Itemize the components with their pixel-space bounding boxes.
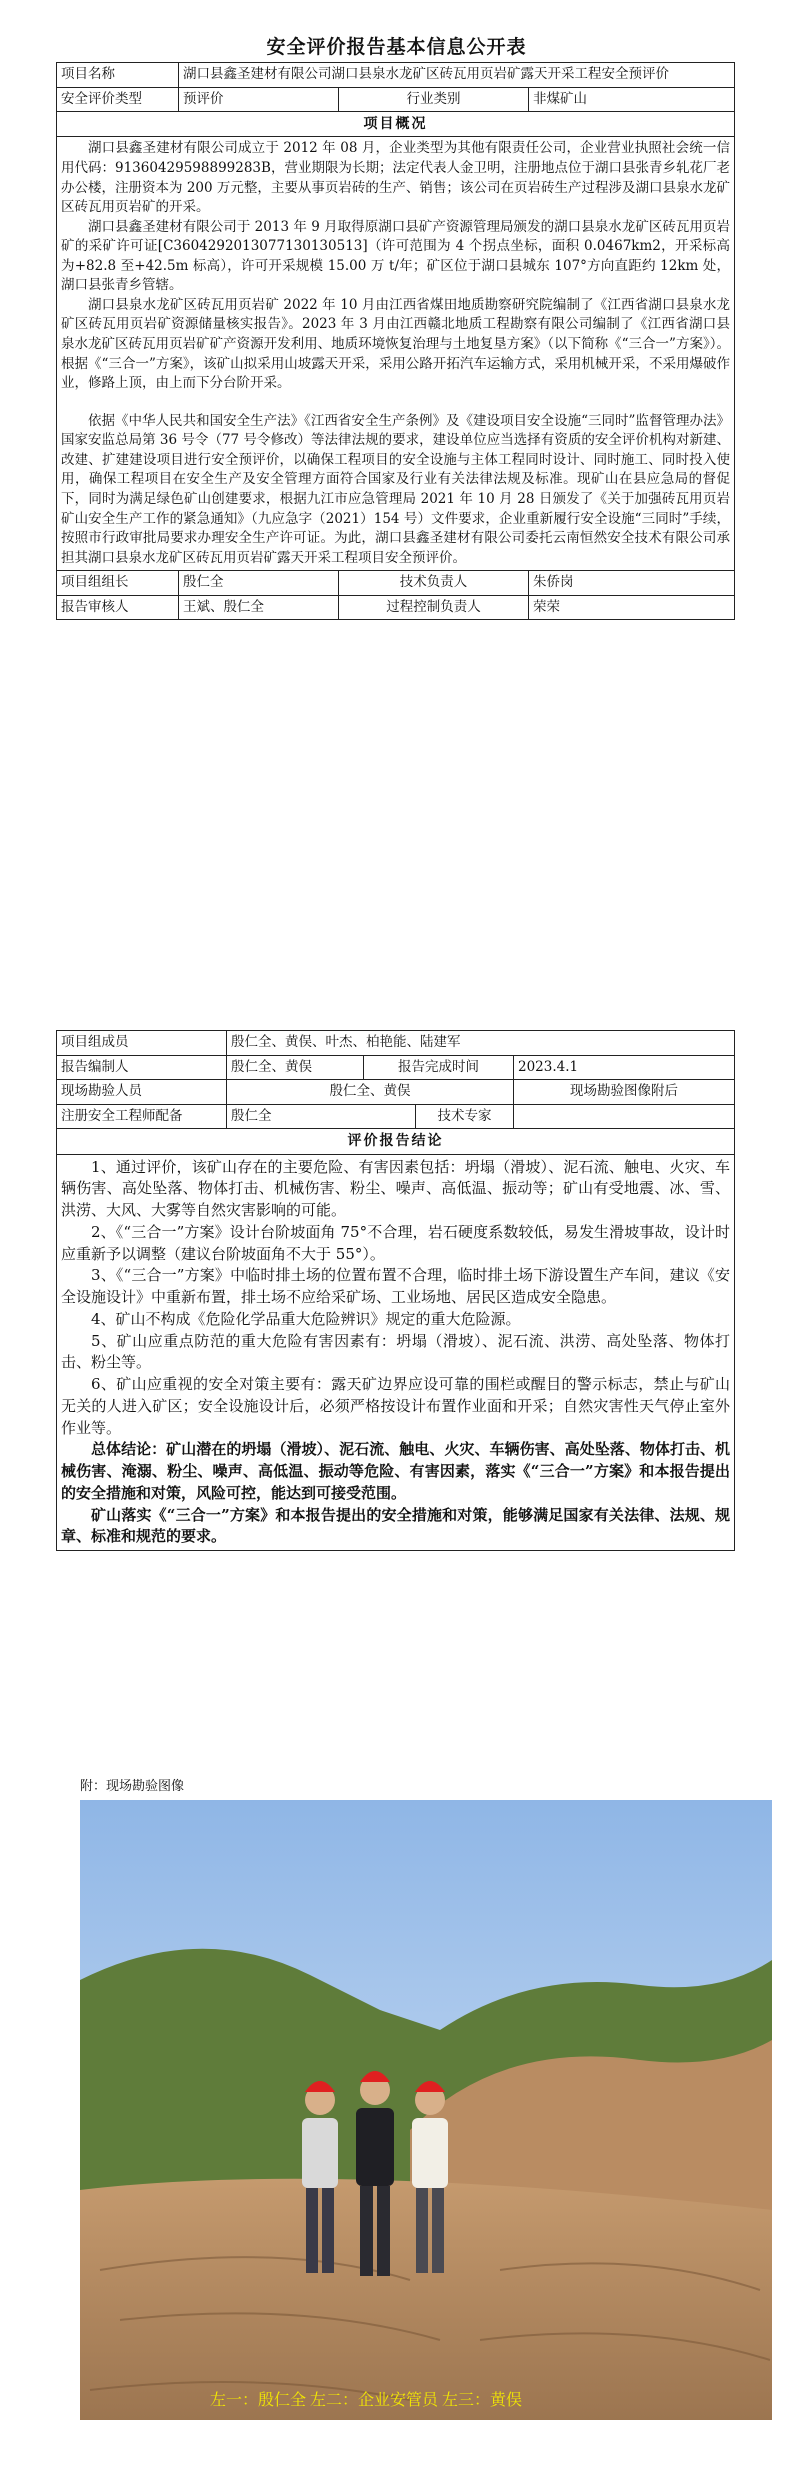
- members-value: 殷仁全、黄俣、叶杰、柏艳能、陆建军: [227, 1031, 735, 1056]
- conclusion-body: [57, 1154, 735, 1551]
- eval-type-value: 预评价: [179, 87, 339, 112]
- industry-value: 非煤矿山: [529, 87, 735, 112]
- engineer-label: 注册安全工程师配备: [57, 1104, 227, 1129]
- tech-lead-value: 朱侨岗: [529, 571, 735, 596]
- conclusion-table: [56, 1030, 735, 1551]
- project-name-value: 湖口县鑫圣建材有限公司湖口县泉水龙矿区砖瓦用页岩矿露天开采工程安全预评价: [179, 63, 735, 88]
- overview-paragraph: 湖口县鑫圣建材有限公司成立于 2012 年 08 月，企业类型为其他有限责任公司，企业营业执照社会统一信用代码：91360429598899283B，营业期限为长期；法定代表人金卫明，注册地点位于湖口县张青乡轧花厂老办公楼，注册资本为 200 万元整，主要从事页岩砖的生产、销售；该公司在页岩砖生产过程涉及湖口县泉水龙矿区砖瓦用页岩矿的开采。: [61, 140, 730, 216]
- finish-date-value: 2023.4.1: [514, 1055, 735, 1080]
- compliance-conclusion: 矿山落实《“三合一”方案》和本报告提出的安全措施和对策，能够满足国家有关法律、法规、规章、标准和规范的要求。: [61, 1505, 731, 1546]
- photo-caption: 附：现场勘验图像: [80, 1779, 185, 1794]
- conclusion-item: 4、矿山不构成《危险化学品重大危险辨识》规定的重大危险源。: [91, 1309, 521, 1328]
- overview-heading: 项目概况: [57, 112, 735, 137]
- conclusion-heading: 评价报告结论: [57, 1129, 735, 1154]
- site-photo-note: 现场勘验图像附后: [514, 1080, 735, 1105]
- leader-label: 项目组组长: [57, 571, 179, 596]
- conclusion-item: 2、《“三合一”方案》设计台阶坡面角 75°不合理，岩石硬度系数较低，易发生滑坡事故，设计时应重新予以调整（建议台阶坡面角不大于 55°）。: [61, 1222, 731, 1263]
- engineer-value: 殷仁全: [227, 1104, 416, 1129]
- overall-conclusion: 总体结论：矿山潜在的坍塌（滑坡）、泥石流、触电、火灾、车辆伤害、高处坠落、物体打击、机械伤害、淹溺、粉尘、噪声、高低温、振动等危险、有害因素，落实《“三合一”方案》和本报告提出的安全措施和对策，风险可控，能达到可接受范围。: [61, 1440, 731, 1502]
- overview-body: [57, 137, 735, 571]
- site-staff-label: 现场勘验人员: [57, 1080, 227, 1105]
- expert-value: [514, 1104, 735, 1129]
- site-staff-value: 殷仁全、黄俣: [227, 1080, 514, 1105]
- page-title: 安全评价报告基本信息公开表: [266, 36, 527, 58]
- author-value: 殷仁全、黄俣: [227, 1055, 364, 1080]
- process-lead-value: 荣荣: [529, 595, 735, 620]
- overview-paragraph: 湖口县泉水龙矿区砖瓦用页岩矿 2022 年 10 月由江西省煤田地质勘察研究院编制了《江西省湖口县泉水龙矿区砖瓦用页岩矿资源储量核实报告》。2023 年 3 月由江西赣北地质工程勘察有限公司编制了《江西省湖口县泉水龙矿区砖瓦用页岩矿矿产资源开发利用、地质环境恢复治理与土地复垦方案》（以下简称《“三合一”方案》）。根据《“三合一”方案》，该矿山拟采用山坡露天开采，采用公路开拓汽车运输方式，采用机械开采，不采用爆破作业，修路上顶，由上而下分台阶开采。: [61, 296, 730, 392]
- conclusion-item: 6、矿山应重视的安全对策主要有：露天矿边界应设可靠的围栏或醒目的警示标志，禁止与矿山无关的人进入矿区；安全设施设计后，必须严格按设计布置作业面和开采；自然灾害性天气停止室外作业等。: [61, 1375, 731, 1437]
- reviewer-value: 王斌、殷仁全: [179, 595, 339, 620]
- eval-type-label: 安全评价类型: [57, 87, 179, 112]
- conclusion-item: 1、通过评价，该矿山存在的主要危险、有害因素包括：坍塌（滑坡）、泥石流、触电、火灾、车辆伤害、高处坠落、物体打击、机械伤害、粉尘、噪声、高低温、振动等；矿山有受地震、冰、雪、洪涝、大风、大雾等自然灾害影响的可能。: [61, 1157, 731, 1220]
- tech-lead-label: 技术负责人: [339, 571, 529, 596]
- leader-value: 殷仁全: [179, 571, 339, 596]
- author-label: 报告编制人: [57, 1055, 227, 1080]
- conclusion-item: 3、《“三合一”方案》中临时排土场的位置布置不合理，临时排土场下游设置生产车间，建议《安全设施设计》中重新布置，排土场不应给采矿场、工业场地、居民区造成安全隐患。: [61, 1266, 731, 1307]
- site-photo: [80, 1800, 772, 2420]
- industry-label: 行业类别: [339, 87, 529, 112]
- conclusion-item: 5、矿山应重点防范的重大危险有害因素有：坍塌（滑坡）、泥石流、洪涝、高处坠落、物体打击、粉尘等。: [61, 1331, 731, 1372]
- photo-overlay-text: 左一：殷仁全 左二：企业安管员 左三：黄俣: [210, 2392, 523, 2409]
- process-lead-label: 过程控制负责人: [339, 595, 529, 620]
- members-label: 项目组成员: [57, 1031, 227, 1056]
- reviewer-label: 报告审核人: [57, 595, 179, 620]
- project-name-label: 项目名称: [57, 63, 179, 88]
- basic-info-table: [56, 62, 735, 620]
- overview-paragraph: 依据《中华人民共和国安全生产法》《江西省安全生产条例》及《建设项目安全设施“三同时”监督管理办法》国家安监总局第 36 号令（77 号令修改）等法律法规的要求，建设单位应当选择有资质的安全评价机构对新建、改建、扩建建设项目进行安全预评价，以确保工程项目的安全设施与主体工程同时设计、同时施工、同时投入使用，确保工程项目在安全生产及安全管理方面符合国家及行业有关法律法规及标准。现矿山在县应急局的督促下，同时为满足绿色矿山创建要求，根据九江市应急管理局 2021 年 10 月 28 日颁发了《关于加强砖瓦用页岩矿山安全生产工作的紧急通知》（九应急字（2021）154 号）文件要求，企业重新履行安全设施“三同时”手续，按照市行政审批局要求办理安全生产许可证。为此，湖口县鑫圣建材有限公司委托云南恒然安全技术有限公司承担其湖口县泉水龙矿区砖瓦用页岩矿露天开采工程项目安全预评价。: [61, 412, 730, 566]
- overview-paragraph: 湖口县鑫圣建材有限公司于 2013 年 9 月取得原湖口县矿产资源管理局颁发的湖口县泉水龙矿区砖瓦用页岩矿的采矿许可证[C3604292013077130130513]（许可范围为 4 个拐点坐标，面积 0.0467km2，开采标高为+82.8 至+42.5m 标高），许可开采规模 15.00 万 t/年；矿区位于湖口县城东 107°方向直距约 12km 处，湖口县张青乡管辖。: [61, 218, 730, 294]
- finish-date-label: 报告完成时间: [364, 1055, 514, 1080]
- expert-label: 技术专家: [416, 1104, 514, 1129]
